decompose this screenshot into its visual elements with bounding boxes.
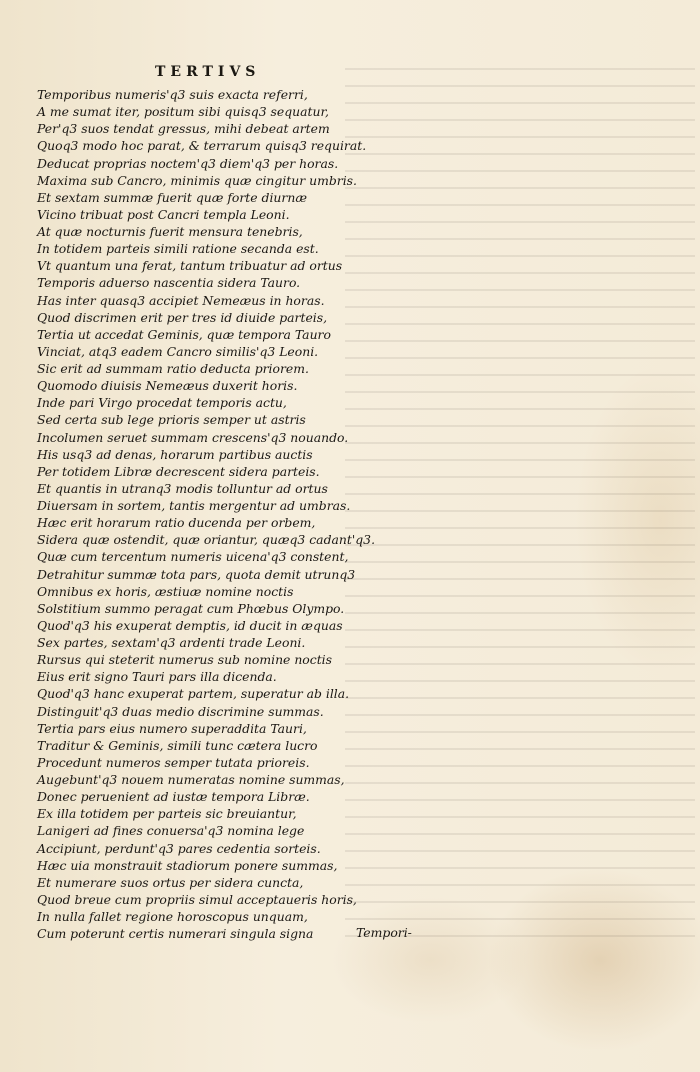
verse-line: Incolumen seruet summam crescens'q3 nouando. xyxy=(37,429,349,445)
verse-line: Sex partes, sextam'q3 ardenti trade Leoni. xyxy=(37,635,306,650)
verse-line: Quod'q3 his exuperat demptis, id ducit in æquas xyxy=(37,617,343,633)
verse-line: Donec peruenient ad iustæ tempora Libræ. xyxy=(37,789,310,805)
verse-line: Accipiunt, perdunt'q3 pares cedentia sorteis. xyxy=(37,840,321,856)
verse-line: Hæc uia monstrauit stadiorum ponere summas, xyxy=(37,857,338,873)
verse-line: Has inter quasq3 accipiet Nemeæus in horas. xyxy=(37,292,325,308)
verse-line: Deducat proprias noctem'q3 diem'q3 per horas. xyxy=(37,155,339,171)
verse-line: In nulla fallet regione horoscopus unquam, xyxy=(37,909,308,924)
verse-line: Et numerare suos ortus per sidera cuncta, xyxy=(37,874,304,890)
verse-line: Quod'q3 hanc exuperat partem, superatur ab illa. xyxy=(37,686,350,702)
verse-line: Tertia ut accedat Geminis, quæ tempora Tauro xyxy=(37,326,331,342)
verse-line: Vt quantum una ferat, tantum tribuatur ad ortus xyxy=(37,258,343,274)
verse-line: Temporibus numeris'q3 suis exacta referri, xyxy=(37,87,308,102)
verse-line: A me sumat iter, positum sibi quisq3 sequatur, xyxy=(37,104,329,120)
verse-line: In totidem parteis simili ratione secanda est. xyxy=(37,241,319,257)
verse-line: Hæc erit horarum ratio ducenda per orbem, xyxy=(37,515,316,531)
verse-line: Et quantis in utranq3 modis tolluntur ad ortus xyxy=(37,480,328,496)
verse-line: Per'q3 suos tendat gressus, mihi debeat artem xyxy=(37,121,330,137)
verse-line: Sidera quæ ostendit, quæ oriantur, quæq3 cadant'q3. xyxy=(37,532,376,548)
verse-line: Inde pari Virgo procedat temporis actu, xyxy=(37,395,287,411)
verse-line: Quæ cum tercentum numeris uicena'q3 constent, xyxy=(37,549,349,565)
verse-line: At quæ nocturnis fuerit mensura tenebris, xyxy=(37,224,303,239)
verse-line: Quoq3 modo hoc parat, & terrarum quisq3 requirat. xyxy=(37,138,367,154)
verse-line: Quod breue cum propriis simul acceptaueris horis, xyxy=(37,891,357,907)
verse-body xyxy=(37,86,375,942)
verse-line: Quod discrimen erit per tres id diuide parteis, xyxy=(37,309,328,325)
verse-line: Tertia pars eius numero superaddita Tauri, xyxy=(37,720,307,736)
verse-line: Distinguit'q3 duas medio discrimine summas. xyxy=(37,703,324,719)
verse-line: Eius erit signo Tauri pars illa dicenda. xyxy=(37,669,277,685)
verse-line: Omnibus ex horis, æstiuæ nomine noctis xyxy=(37,583,294,599)
catchword: Tempori- xyxy=(356,925,412,940)
verse-line: Sed certa sub lege prioris semper ut astris xyxy=(37,412,306,428)
verse-line: Per totidem Libræ decrescent sidera parteis. xyxy=(37,463,320,479)
verse-line: Diuersam in sortem, tantis mergentur ad umbras. xyxy=(37,498,351,513)
verse-line: Detrahitur summæ tota pars, quota demit utrunq3 xyxy=(37,566,356,582)
verse-line: Augebunt'q3 nouem numeratas nomine summas, xyxy=(37,772,345,787)
verse-line: Cum poterunt certis numerari singula signa xyxy=(37,926,314,942)
verse-line: Rursus qui steterit numerus sub nomine noctis xyxy=(37,652,333,668)
verse-line: Solstitium summo peragat cum Phœbus Olympo. xyxy=(37,600,345,616)
verse-line: Vicino tribuat post Cancri templa Leoni. xyxy=(37,206,290,222)
verse-line: Maxima sub Cancro, minimis quæ cingitur umbris. xyxy=(37,172,357,188)
verse-line: Vinciat, atq3 eadem Cancro similis'q3 Leoni. xyxy=(37,343,319,359)
verse-line: Lanigeri ad fines conuersa'q3 nomina lege xyxy=(37,823,305,839)
verse-line: Et sextam summæ fuerit quæ forte diurnæ xyxy=(37,189,307,205)
verse-line: Ex illa totidem per parteis sic breuiantur, xyxy=(37,806,297,822)
running-head: TERTIVS xyxy=(155,64,261,80)
verse-line: Quomodo diuisis Nemeæus duxerit horis. xyxy=(37,378,298,394)
verse-line: Traditur & Geminis, simili tunc cætera lucro xyxy=(37,737,318,753)
show-through-text xyxy=(345,60,695,940)
verse-line: Procedunt numeros semper tutata prioreis. xyxy=(37,754,310,770)
verse-line: His usq3 ad denas, horarum partibus auctis xyxy=(37,446,313,462)
verse-line: Sic erit ad summam ratio deducta priorem. xyxy=(37,361,309,376)
verse-line: Temporis aduerso nascentia sidera Tauro. xyxy=(37,275,301,291)
